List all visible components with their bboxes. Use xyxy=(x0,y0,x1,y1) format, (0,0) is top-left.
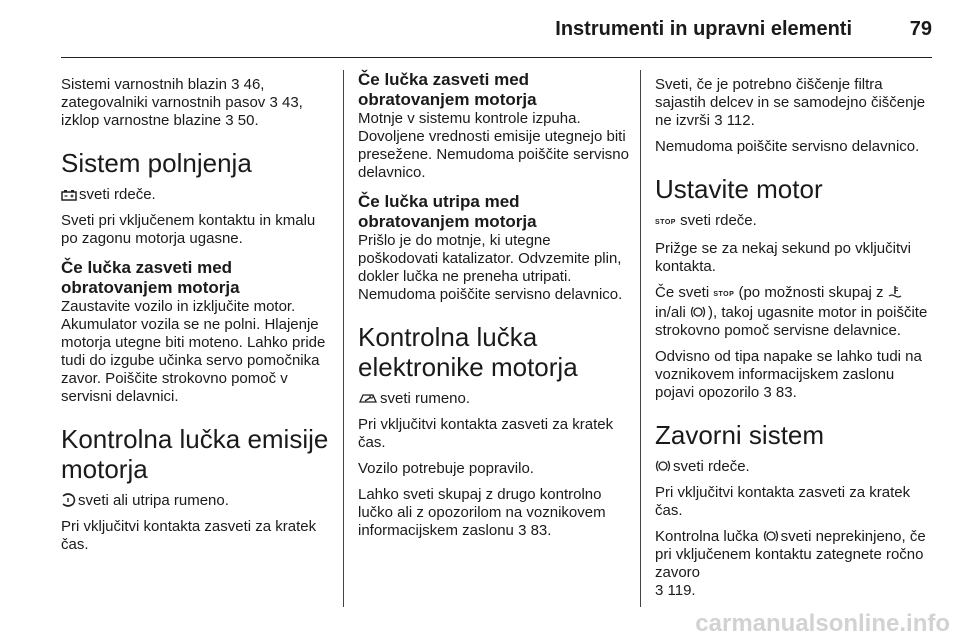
section-heading-emission: Kontrolna lučka emisije motorja xyxy=(61,424,329,484)
reference-arrow-icon: 3 xyxy=(714,112,723,129)
filter-text: Sveti, če je potrebno čiščenje filtra sajastih delcev in se samodejno čiščenje ne izvrši 3 112. xyxy=(655,76,926,129)
stop-icon: STOP xyxy=(713,291,735,298)
stop-text-3: Odvisno od tipa napake se lahko tudi na voznikovem informacijskem zaslonu pojavi opozorilo 3 83. xyxy=(655,348,922,401)
coolant-temperature-icon xyxy=(888,285,902,299)
charging-text: Sveti pri vključenem kontaktu in kmalu po zagonu motorja ugasne. xyxy=(61,212,316,247)
filter-service-text: Nemudoma poiščite servisno delavnico. xyxy=(655,138,920,155)
column-right xyxy=(655,70,930,608)
page-header xyxy=(0,0,960,60)
reference-arrow-icon: 3 xyxy=(655,582,664,599)
electronics-text-3: Lahko sveti skupaj z drugo kontrolno lučko ali z opozorilom na voznikovem informacijskem zaslonu 3 83. xyxy=(358,486,606,539)
header-title: Instrumenti in upravni elementi xyxy=(555,18,852,40)
section-heading-electronics: Kontrolna lučka elektronike motorja xyxy=(358,322,578,382)
subheading-emission-on: Če lučka zasveti med obratovanjem motorja xyxy=(358,70,537,109)
column-divider xyxy=(640,70,641,607)
column-divider xyxy=(343,70,344,607)
emission-on-text: Motnje v sistemu kontrole izpuha. Dovoljene vrednosti emisije utegnejo biti presežene. Nemudoma poiščite servisno delavnico. xyxy=(358,110,629,181)
reference-arrow-icon: 3 xyxy=(225,112,234,129)
emission-light-line: sveti ali utripa rumeno. xyxy=(61,492,336,510)
column-middle xyxy=(358,70,630,548)
wrench-car-icon xyxy=(358,392,378,405)
brake-light-line: sveti rdeče. xyxy=(655,458,930,476)
electronics-text-1: Pri vključitvi kontakta zasveti za kratek čas. xyxy=(358,416,614,451)
battery-icon xyxy=(61,189,77,201)
brake-icon xyxy=(690,305,706,319)
reference-arrow-icon: 3 xyxy=(518,522,527,539)
page-number: 79 xyxy=(909,18,932,40)
stop-icon: STOP xyxy=(655,219,676,226)
watermark: carmanualsonline.info xyxy=(695,610,950,637)
stop-light-line: STOP sveti rdeče. xyxy=(655,212,757,229)
column-left xyxy=(61,70,336,562)
intro-paragraph: Sistemi varnostnih blazin 3 46, zategovalniki varnostnih pasov 3 43, izklop varnostne blazine 3 50. xyxy=(61,76,303,129)
exhaust-icon xyxy=(61,493,76,507)
header-rule xyxy=(61,57,932,58)
brake-text-1: Pri vključitvi kontakta zasveti za kratek čas. xyxy=(655,484,911,519)
reference-arrow-icon: 3 xyxy=(763,384,772,401)
subheading-charging-on: Če lučka zasveti med obratovanjem motorja xyxy=(61,258,240,297)
reference-arrow-icon: 3 xyxy=(269,94,278,111)
electronics-text-2: Vozilo potrebuje popravilo. xyxy=(358,460,534,477)
charging-light-line: sveti rdeče. xyxy=(61,186,336,204)
emission-text: Pri vključitvi kontakta zasveti za kratek čas. xyxy=(61,518,317,553)
stop-text-2: Če sveti STOP (po možnosti skupaj z in/ali ), takoj ugasnite motor in poiščite strokovno pomoč servisne delavnice. xyxy=(655,284,928,339)
section-heading-stop: Ustavite motor xyxy=(655,174,823,204)
stop-text-1: Prižge se za nekaj sekund po vključitvi kontakta. xyxy=(655,240,911,275)
electronics-light-line: sveti rumeno. xyxy=(358,390,630,408)
charging-on-text: Zaustavite vozilo in izključite motor. Akumulator vozila se ne polni. Hlajenje motorja utegne biti moteno. Lahko pride tudi do izgube učinka servo pomočnika zavor. Poiščite strokovno pomoč v servisni delavnici. xyxy=(61,298,326,405)
brake-icon xyxy=(655,459,671,473)
section-heading-brake: Zavorni sistem xyxy=(655,420,825,450)
brake-icon xyxy=(763,529,779,543)
section-heading-charging: Sistem polnjenja xyxy=(61,148,252,178)
subheading-emission-blink: Če lučka utripa med obratovanjem motorja xyxy=(358,192,537,231)
emission-blink-text: Prišlo je do motnje, ki utegne poškodovati katalizator. Odvzemite plin, dokler lučka ne preneha utripati. Nemudoma poiščite servisno delavnico. xyxy=(358,232,623,303)
brake-text-2: Kontrolna lučka sveti neprekinjeno, če pri vključenem kontaktu zategnete ročno zavoro 3 119. xyxy=(655,528,926,599)
reference-arrow-icon: 3 xyxy=(231,76,240,93)
